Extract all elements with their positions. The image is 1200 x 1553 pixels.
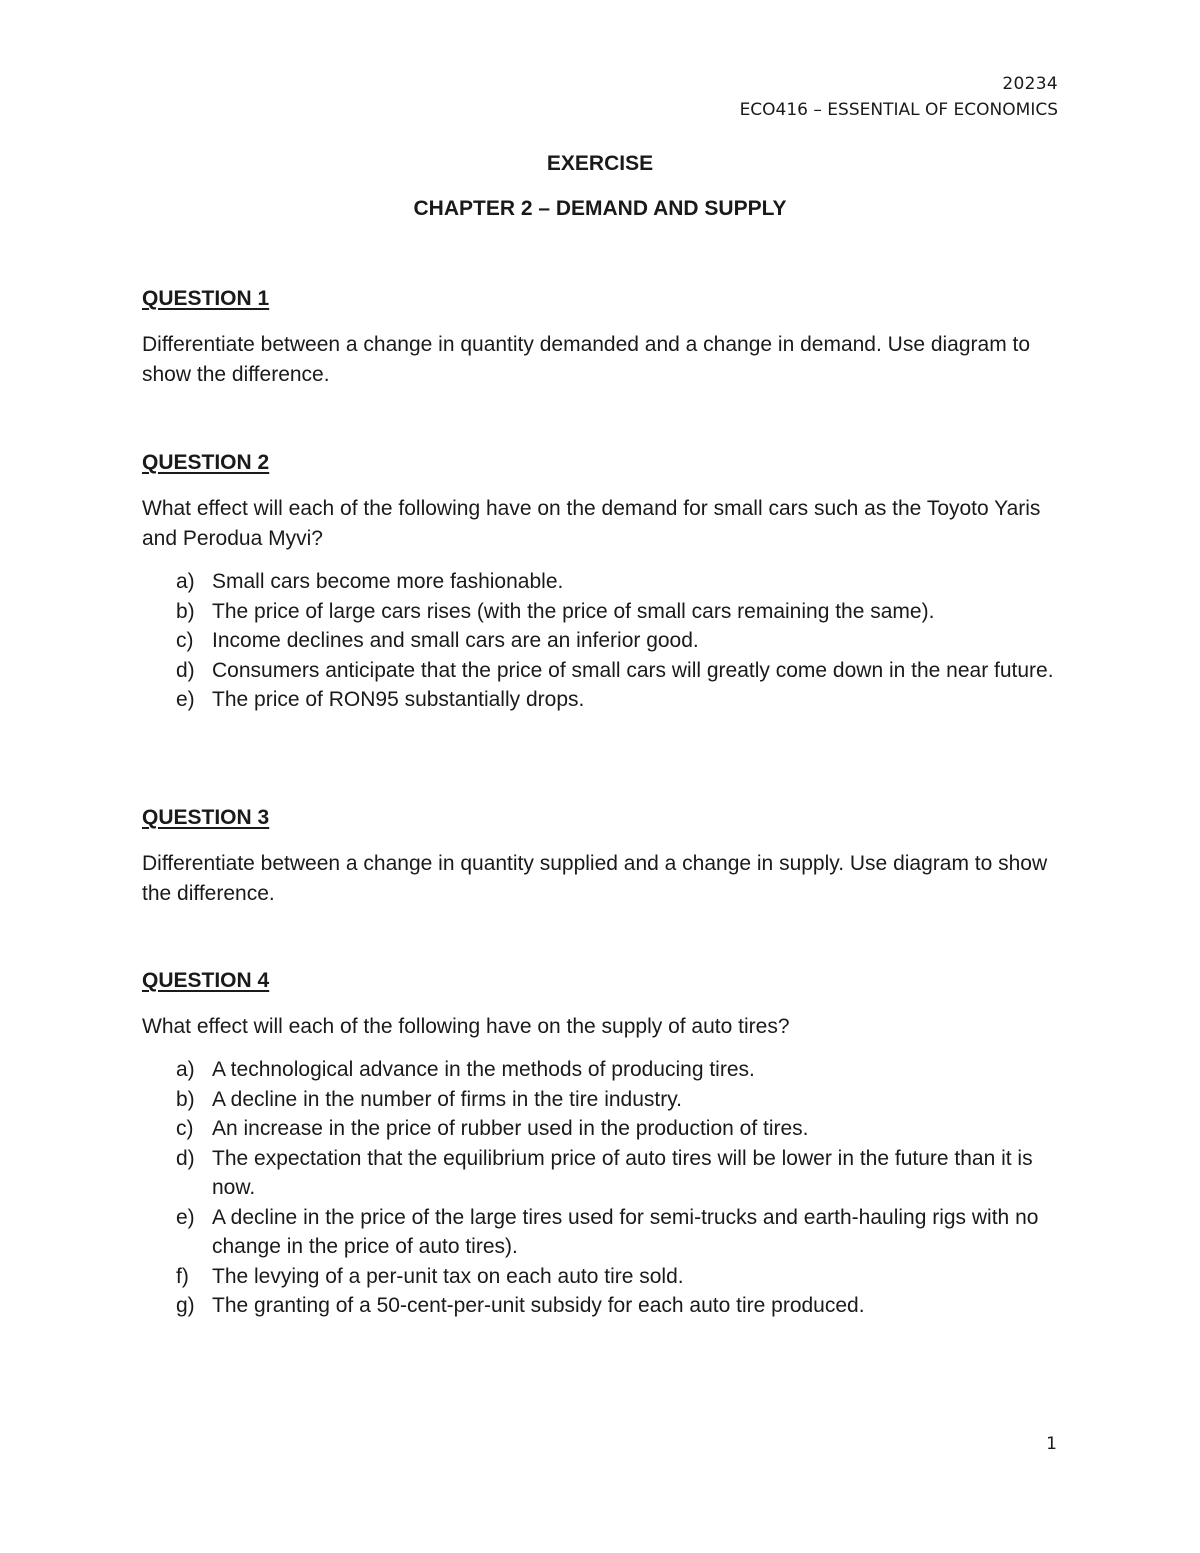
list-item-text: Income declines and small cars are an inferior good. xyxy=(212,629,699,652)
list-item xyxy=(176,685,1062,715)
list-marker: f) xyxy=(176,1264,189,1288)
list-item-text: The levying of a per-unit tax on each auto tire sold. xyxy=(212,1264,684,1288)
list-marker: g) xyxy=(176,1294,195,1317)
list-marker: e) xyxy=(176,1205,195,1229)
question-item-list xyxy=(142,1055,1062,1321)
question-text: Differentiate between a change in quantity supplied and a change in supply. Use diagram to show the difference. xyxy=(142,852,1048,905)
header-course-title: ECO416 – ESSENTIAL OF ECONOMICS xyxy=(739,100,1058,120)
list-item xyxy=(176,567,1062,597)
list-item xyxy=(176,1114,1062,1144)
list-item-text: A decline in the number of firms in the tire industry. xyxy=(212,1087,682,1111)
list-item xyxy=(176,1291,1062,1321)
question-text: What effect will each of the following have on the supply of auto tires? xyxy=(142,1015,790,1038)
list-item-text: The expectation that the equilibrium price of auto tires will be lower in the future than it is now. xyxy=(212,1146,1033,1199)
list-marker: e) xyxy=(176,688,195,711)
question-4 xyxy=(142,968,1062,1321)
list-item-text: A decline in the price of the large tires used for semi-trucks and earth-hauling rigs with no change in the price of auto tires). xyxy=(212,1205,1039,1258)
list-marker: b) xyxy=(176,599,195,623)
list-marker: c) xyxy=(176,629,194,652)
list-item xyxy=(176,626,1062,656)
list-item-text: The price of RON95 substantially drops. xyxy=(212,688,585,711)
question-2 xyxy=(142,450,1062,715)
list-marker: a) xyxy=(176,570,195,593)
list-item-text: Small cars become more fashionable. xyxy=(212,570,564,593)
list-marker: a) xyxy=(176,1058,195,1081)
list-item xyxy=(176,656,1062,686)
question-text: Differentiate between a change in quantity demanded and a change in demand. Use diagram to show the difference. xyxy=(142,333,1031,386)
list-marker: b) xyxy=(176,1087,195,1111)
exercise-title: EXERCISE xyxy=(546,152,654,175)
question-heading: QUESTION 4 xyxy=(142,969,270,992)
question-heading: QUESTION 3 xyxy=(142,806,270,829)
list-marker: d) xyxy=(176,1146,195,1170)
list-item xyxy=(176,597,1062,627)
list-item-text: A technological advance in the methods of producing tires. xyxy=(212,1058,755,1081)
list-item-text: The price of large cars rises (with the price of small cars remaining the same). xyxy=(212,599,935,623)
header-code: 20234 xyxy=(1002,74,1058,94)
list-item xyxy=(176,1203,1062,1262)
question-1 xyxy=(142,286,1062,390)
page-number: 1 xyxy=(1046,1434,1057,1454)
list-item xyxy=(176,1144,1062,1203)
question-item-list xyxy=(142,567,1062,715)
question-text: What effect will each of the following have on the demand for small cars such as the Toyoto Yaris and Perodua Myvi? xyxy=(142,497,1041,550)
list-item xyxy=(176,1262,1062,1292)
chapter-title: CHAPTER 2 – DEMAND AND SUPPLY xyxy=(413,197,787,220)
list-marker: d) xyxy=(176,658,195,682)
question-heading: QUESTION 2 xyxy=(142,451,270,474)
list-item xyxy=(176,1085,1062,1115)
list-item xyxy=(176,1055,1062,1085)
list-item-text: Consumers anticipate that the price of small cars will greatly come down in the near future. xyxy=(212,658,1054,682)
list-item-text: An increase in the price of rubber used in the production of tires. xyxy=(212,1117,809,1140)
list-item-text: The granting of a 50-cent-per-unit subsidy for each auto tire produced. xyxy=(212,1294,865,1317)
question-heading: QUESTION 1 xyxy=(142,287,270,310)
list-marker: c) xyxy=(176,1117,194,1140)
question-3 xyxy=(142,805,1062,909)
